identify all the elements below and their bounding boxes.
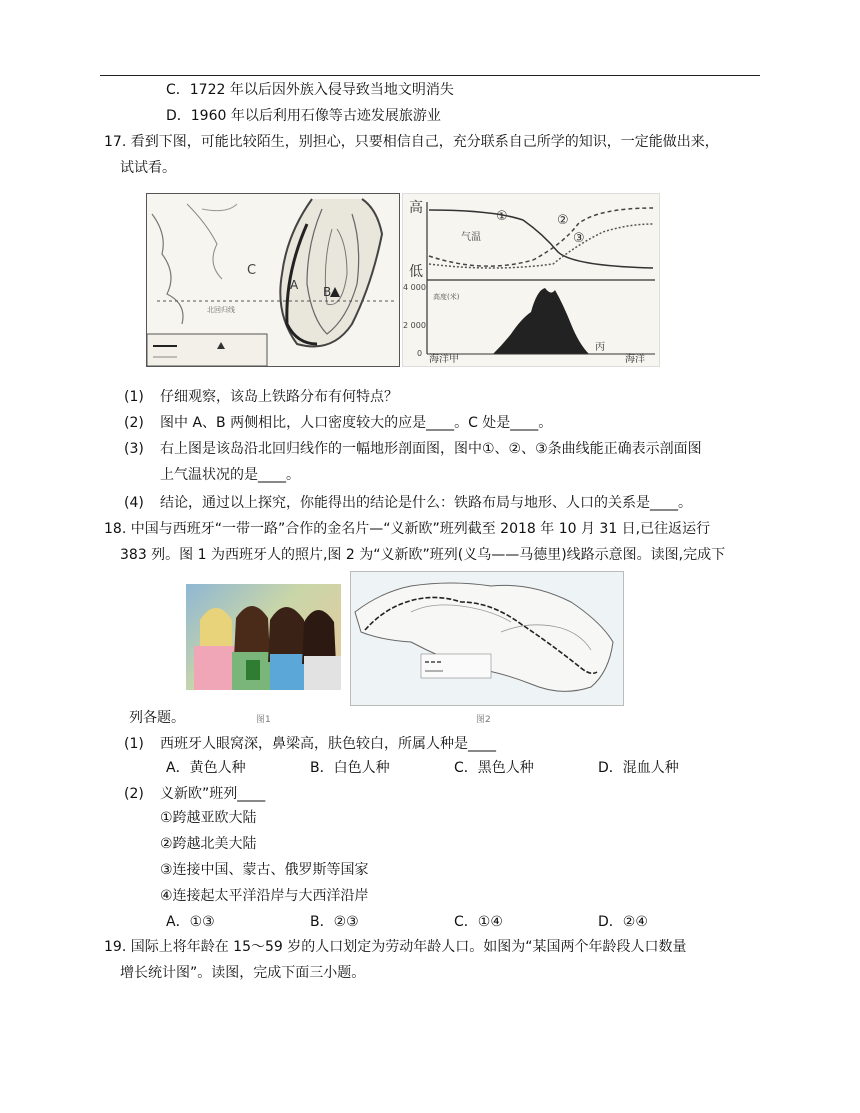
q18-sub1-option-a: A．黄色人种 [166, 760, 246, 776]
q16-option-d: D．1960 年以后利用石像等古迹发展旅游业 [166, 108, 441, 124]
railway-route-map [350, 571, 624, 706]
label-low: 低 [409, 264, 423, 280]
curve-2-marker: ② [557, 213, 569, 228]
q17-sub3: 右上图是该岛沿北回归线作的一幅地形剖面图，图中①、②、③条曲线能正确表示剖面图 [160, 441, 702, 457]
label-ocean-left: 海洋甲 [429, 354, 459, 365]
map-legend [147, 334, 267, 366]
q18-sub1-option-b: B．白色人种 [310, 760, 390, 776]
q17-sub3-number: (3) [124, 441, 144, 457]
q19-intro: 19. 国际上将年龄在 15～59 岁的人口划定为劳动年龄人口。如图为“某国两个年龄段人口数量 [104, 939, 687, 955]
q19-intro-cont: 增长统计图”。读图，完成下面三小题。 [120, 965, 366, 981]
label-high: 高 [409, 200, 423, 216]
island-map [147, 194, 399, 366]
q17-sub2: 图中 A、B 两侧相比，人口密度较大的应是____。C 处是____。 [160, 415, 553, 431]
tropic-label: 北回归线 [207, 306, 235, 314]
fig2-caption: 图2 [476, 715, 491, 725]
q18-sub1-number: (1) [124, 736, 144, 752]
label-4000: 4 000 [403, 283, 426, 292]
q17-intro: 17. 看到下图，可能比较陌生，别担心，只要相信自己，充分联系自己所学的知识，一定能做出来， [104, 134, 719, 150]
q18-sub2-option-c: C．①④ [454, 914, 503, 930]
q18-statement-4: ④连接起太平洋沿岸与大西洋沿岸 [160, 888, 369, 904]
q18-statement-2: ②跨越北美大陆 [160, 836, 257, 852]
label-ocean-right: 海洋 [625, 354, 645, 365]
q18-sub2-option-a: A．①③ [166, 914, 215, 930]
profile-chart [403, 194, 659, 366]
q18-statement-1: ①跨越亚欧大陆 [160, 810, 257, 826]
curve-1-marker: ① [496, 209, 508, 224]
q18-sub1-option-c: C．黑色人种 [454, 760, 534, 776]
curve-3 [429, 224, 653, 268]
fig1-caption: 图1 [256, 715, 271, 725]
q17-sub2-number: (2) [124, 415, 144, 431]
q18-sub2-option-b: B．②③ [310, 914, 359, 930]
island-map-figure [146, 193, 400, 367]
label-altitude: 高度(米) [433, 293, 460, 301]
q17-sub1: 仔细观察，该岛上铁路分布有何特点？ [160, 389, 398, 405]
label-east: 丙 [595, 342, 605, 353]
label-0: 0 [417, 349, 423, 358]
spanish-people-photo [186, 584, 341, 690]
q18-sub2-option-d: D．②④ [598, 914, 648, 930]
profile-chart-figure [402, 193, 660, 367]
q17-sub3-cont: 上气温状况的是____。 [160, 467, 300, 483]
header-rule [100, 75, 760, 76]
q17-sub4: 结论，通过以上探究，你能得出的结论是什么：铁路布局与地形、人口的关系是____。 [160, 495, 692, 511]
q18-intro: 18. 中国与西班牙“一带一路”合作的金名片—“义新欧”班列截至 2018 年 10 月 31 日,已往返运行 [104, 521, 711, 537]
label-temp: 气温 [461, 232, 481, 243]
q18-intro-end: 列各题。 [129, 710, 185, 726]
map-label-a: A [290, 278, 299, 292]
q17-sub1-number: (1) [124, 389, 144, 405]
q18-sub1: 西班牙人眼窝深，鼻梁高，肤色较白，所属人种是____ [160, 736, 496, 752]
map-label-b: B [323, 285, 332, 299]
map-label-c: C [247, 263, 257, 278]
q18-sub2: 义新欧”班列____ [160, 786, 266, 802]
q16-option-c: C．1722 年以后因外族入侵导致当地文明消失 [166, 82, 454, 98]
q18-intro-cont: 383 列。图 1 为西班牙人的照片,图 2 为“义新欧”班列(义乌——马德里)线路示意图。读图,完成下 [120, 547, 726, 563]
q17-sub4-number: (4) [124, 495, 144, 511]
q17-intro-cont: 试试看。 [120, 160, 176, 176]
q18-statement-3: ③连接中国、蒙古、俄罗斯等国家 [160, 862, 369, 878]
q18-sub2-number: (2) [124, 786, 144, 802]
q18-sub1-option-d: D．混血人种 [598, 760, 679, 776]
curve-3-marker: ③ [573, 231, 585, 246]
label-2000: 2 000 [403, 321, 426, 330]
